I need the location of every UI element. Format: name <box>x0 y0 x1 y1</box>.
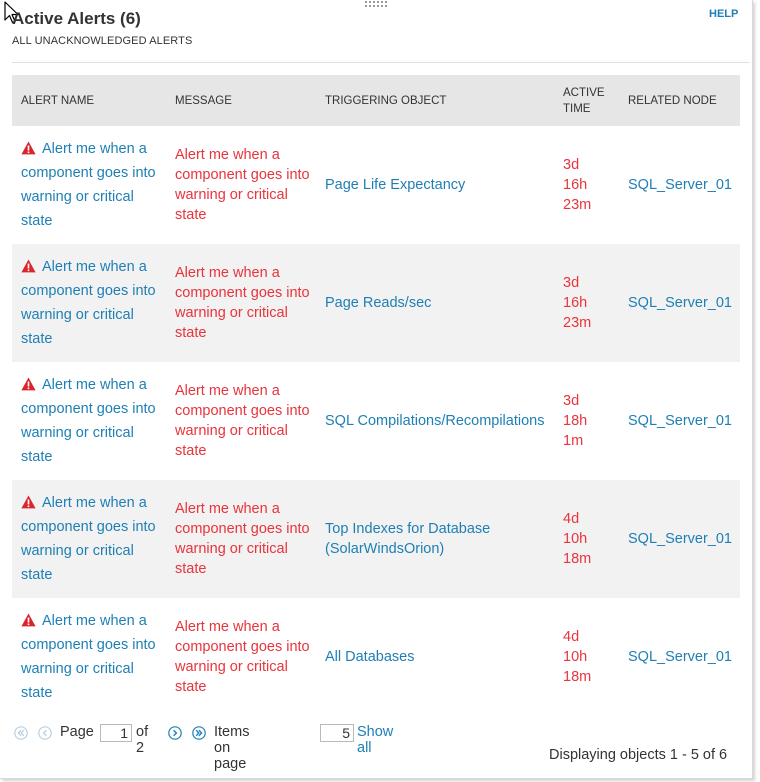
active-time-hours: 16h <box>563 295 588 311</box>
alert-name-link[interactable] <box>21 491 166 587</box>
active-time-minutes: 1m <box>563 433 584 449</box>
related-node-link[interactable]: SQL_Server_01 <box>619 244 740 362</box>
active-time-minutes: 18m <box>563 551 592 567</box>
active-time-hours: 10h <box>563 531 588 547</box>
column-header-related-node[interactable]: RELATED NODE <box>619 75 740 126</box>
alert-name-text: Alert me when a component goes into warning or critical state <box>21 259 156 347</box>
table-row <box>12 480 740 598</box>
page-label: Page <box>60 724 94 740</box>
drag-handle-icon[interactable] <box>364 1 388 9</box>
column-header-triggering-object[interactable]: TRIGGERING OBJECT <box>316 75 554 126</box>
warning-icon <box>21 141 36 155</box>
message-cell: Alert me when a component goes into warning or critical state <box>166 598 316 716</box>
next-page-icon[interactable] <box>168 726 182 740</box>
column-header-active-time-label: ACTIVE TIME <box>563 86 605 115</box>
triggering-object-link[interactable]: Top Indexes for Database (SolarWindsOrion) <box>316 480 554 598</box>
items-on-page-label: Items on page <box>214 724 250 772</box>
active-time-cell <box>554 598 619 716</box>
message-cell: Alert me when a component goes into warning or critical state <box>166 126 316 244</box>
prev-page-icon[interactable] <box>38 726 52 740</box>
display-count-status: Displaying objects 1 - 5 of 6 <box>549 747 728 763</box>
alert-name-text: Alert me when a component goes into warning or critical state <box>21 613 156 701</box>
items-per-page-input[interactable] <box>320 724 354 742</box>
warning-icon <box>21 613 36 627</box>
alert-name-cell <box>12 244 166 362</box>
alert-name-cell <box>12 598 166 716</box>
help-link[interactable]: HELP <box>709 8 739 20</box>
active-time-days: 3d <box>563 275 580 291</box>
triggering-object-link[interactable]: SQL Compilations/Recompilations <box>316 362 554 480</box>
active-time-minutes: 18m <box>563 669 592 685</box>
alert-name-link[interactable] <box>21 255 166 351</box>
triggering-object-link[interactable]: Page Life Expectancy <box>316 126 554 244</box>
table-row <box>12 244 740 362</box>
alert-name-cell <box>12 126 166 244</box>
active-time-cell <box>554 480 619 598</box>
alert-name-text: Alert me when a component goes into warning or critical state <box>21 141 156 229</box>
last-page-icon[interactable] <box>192 726 206 740</box>
first-page-icon[interactable] <box>14 726 28 740</box>
panel-title: Active Alerts (6) <box>12 9 141 28</box>
page-count-label: of 2 <box>136 724 149 756</box>
column-header-alert-name[interactable]: ALERT NAME <box>12 75 166 126</box>
related-node-link[interactable]: SQL_Server_01 <box>619 480 740 598</box>
message-cell: Alert me when a component goes into warning or critical state <box>166 480 316 598</box>
alert-name-link[interactable] <box>21 137 166 233</box>
alert-name-link[interactable] <box>21 373 166 469</box>
warning-icon <box>21 377 36 391</box>
active-time-hours: 16h <box>563 177 588 193</box>
table-row <box>12 598 740 716</box>
active-time-hours: 10h <box>563 649 588 665</box>
active-time-days: 3d <box>563 157 580 173</box>
active-time-minutes: 23m <box>563 315 592 331</box>
page-number-input[interactable] <box>100 724 132 742</box>
header-divider <box>12 62 750 63</box>
table-row <box>12 126 740 244</box>
alert-name-text: Alert me when a component goes into warning or critical state <box>21 377 156 465</box>
triggering-object-link[interactable]: Page Reads/sec <box>316 244 554 362</box>
alert-name-cell <box>12 362 166 480</box>
alerts-table <box>12 75 740 716</box>
alert-name-text: Alert me when a component goes into warning or critical state <box>21 495 156 583</box>
related-node-link[interactable]: SQL_Server_01 <box>619 362 740 480</box>
active-time-days: 4d <box>563 629 580 645</box>
active-time-hours: 18h <box>563 413 588 429</box>
alert-name-cell <box>12 480 166 598</box>
message-cell: Alert me when a component goes into warning or critical state <box>166 362 316 480</box>
active-time-days: 3d <box>563 393 580 409</box>
table-row <box>12 362 740 480</box>
table-header-row <box>12 75 740 126</box>
warning-icon <box>21 495 36 509</box>
active-time-days: 4d <box>563 511 580 527</box>
show-all-link[interactable]: Show all <box>357 724 394 756</box>
active-time-minutes: 23m <box>563 197 592 213</box>
warning-icon <box>21 259 36 273</box>
alert-name-link[interactable] <box>21 609 166 705</box>
triggering-object-link[interactable]: All Databases <box>316 598 554 716</box>
active-time-cell <box>554 244 619 362</box>
column-header-active-time[interactable] <box>554 75 619 126</box>
related-node-link[interactable]: SQL_Server_01 <box>619 126 740 244</box>
message-cell: Alert me when a component goes into warning or critical state <box>166 244 316 362</box>
related-node-link[interactable]: SQL_Server_01 <box>619 598 740 716</box>
column-header-message[interactable]: MESSAGE <box>166 75 316 126</box>
active-time-cell <box>554 126 619 244</box>
active-time-cell <box>554 362 619 480</box>
panel-subtitle: ALL UNACKNOWLEDGED ALERTS <box>12 35 193 47</box>
